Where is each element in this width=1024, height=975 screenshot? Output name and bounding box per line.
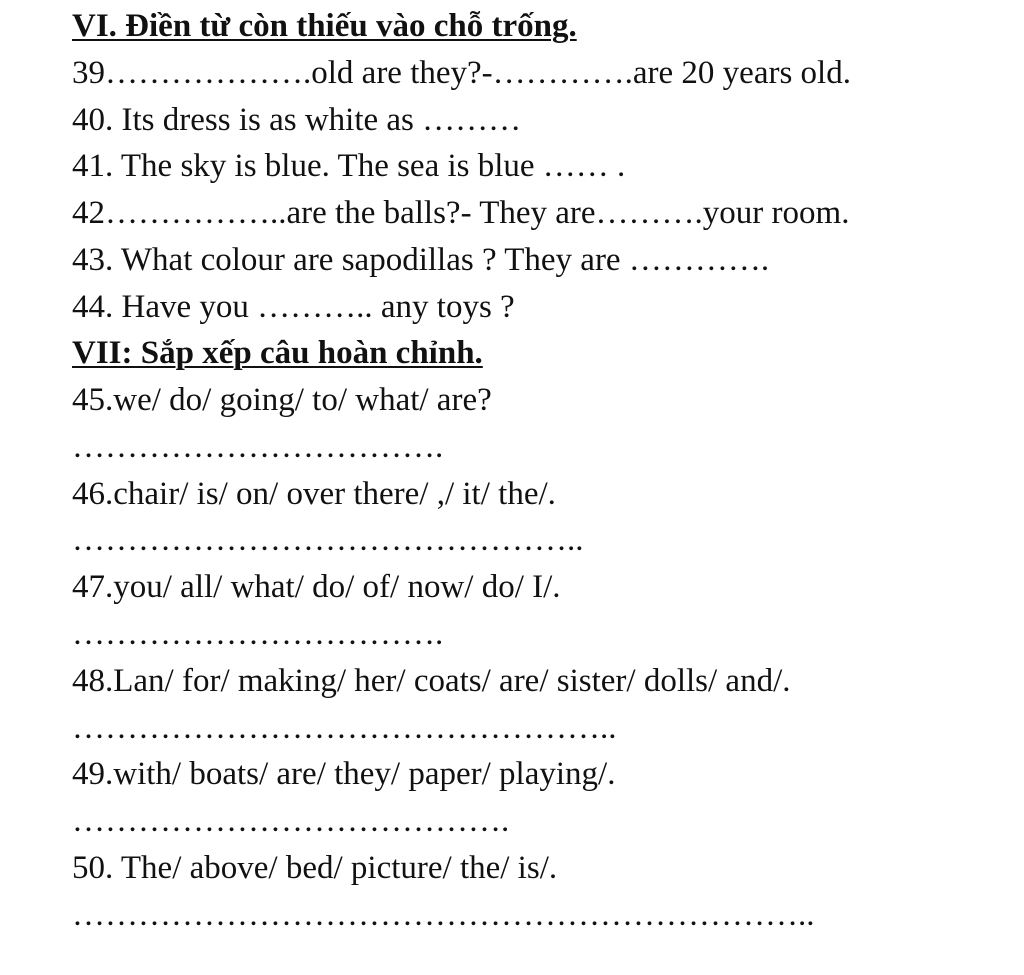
question-45: 45.we/ do/ going/ to/ what/ are?	[72, 382, 492, 418]
answer-line-45: …………………………….	[72, 429, 444, 465]
question-42: 42……………..are the balls?- They are……….your room.	[72, 195, 850, 231]
question-46: 46.chair/ is/ on/ over there/ ,/ it/ the/.	[72, 476, 556, 512]
section-vi-heading: VI. Điền từ còn thiếu vào chỗ trống.	[72, 8, 577, 44]
question-49: 49.with/ boats/ are/ they/ paper/ playing/.	[72, 756, 616, 792]
question-43: 43. What colour are sapodillas ? They are ………….	[72, 242, 770, 278]
answer-line-46: ………………………………………..	[72, 522, 584, 558]
answer-line-50: …………………………………………………………..	[72, 897, 815, 933]
answer-line-48: …………………………………………..	[72, 710, 617, 746]
question-47: 47.you/ all/ what/ do/ of/ now/ do/ I/.	[72, 569, 561, 605]
question-48: 48.Lan/ for/ making/ her/ coats/ are/ sister/ dolls/ and/.	[72, 663, 791, 699]
question-39: 39……………….old are they?-………….are 20 years old.	[72, 55, 851, 91]
answer-line-49: ………………………………….	[72, 803, 510, 839]
question-50: 50. The/ above/ bed/ picture/ the/ is/.	[72, 850, 558, 886]
section-vii-heading: VII: Sắp xếp câu hoàn chỉnh.	[72, 335, 483, 371]
question-44: 44. Have you ……….. any toys ?	[72, 289, 515, 325]
question-40: 40. Its dress is as white as ………	[72, 102, 522, 138]
answer-line-47: …………………………….	[72, 616, 444, 652]
question-41: 41. The sky is blue. The sea is blue …… .	[72, 148, 626, 184]
